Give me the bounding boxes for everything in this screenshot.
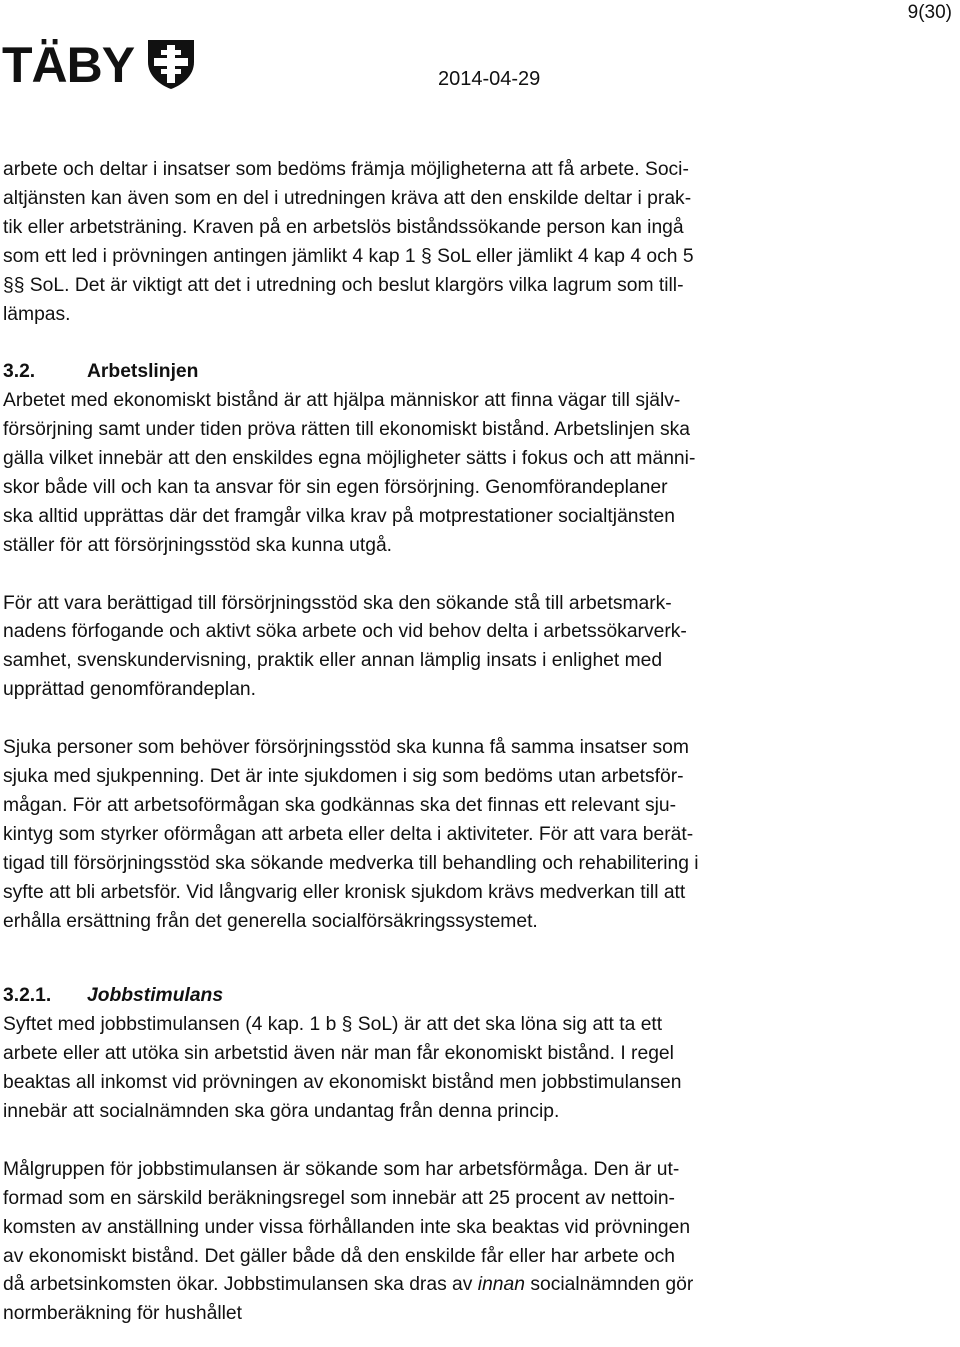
text-line: kintyg som styrker oförmågan att arbeta eller delta i aktiviteter. För att vara berät- <box>3 823 694 845</box>
section-number: 3.2.1. <box>3 985 52 1007</box>
emphasized-word: innan <box>477 1274 525 1296</box>
text-segment: socialnämnden gör <box>524 1274 694 1296</box>
taby-logo <box>2 34 196 95</box>
text-line <box>3 1274 693 1295</box>
text-line: altjänsten kan även som en del i utredningen kräva att den enskilde deltar i prak- <box>3 187 692 209</box>
page-header <box>2 34 952 104</box>
text-line: innebär att socialnämnden ska göra undantag från denna princip. <box>3 1101 560 1123</box>
text-line: arbete och deltar i insatser som bedöms främja möjligheterna att få arbete. Soci- <box>3 159 689 180</box>
paragraph <box>3 1011 803 1127</box>
paragraph <box>3 590 803 706</box>
paragraph <box>3 734 803 936</box>
text-line: skor både vill och kan ta ansvar för sin egen försörjning. Genomförandeplaner <box>3 476 668 498</box>
text-line: tik eller arbetsträning. Kraven på en arbetslös biståndssökande person kan ingå <box>3 216 684 238</box>
section-heading-3-2-1 <box>3 982 803 1011</box>
intro-paragraph <box>3 156 803 329</box>
document-date: 2014-04-29 <box>438 68 541 90</box>
section-title: Jobbstimulans <box>87 985 224 1007</box>
text-line: nadens förfogande och aktivt söka arbete och vid behov delta i arbetssökarverk- <box>3 621 687 643</box>
page-number: 9(30) <box>907 2 952 23</box>
text-line: gälla vilket innebär att den enskildes egna möjligheter sätts i fokus och att männi- <box>3 448 696 470</box>
text-line: ställer för att försörjningsstöd ska kunna utgå. <box>3 534 393 556</box>
text-line: §§ SoL. Det är viktigt att det i utredning och beslut klargörs vilka lagrum som till- <box>3 274 684 296</box>
section-number: 3.2. <box>3 361 36 383</box>
text-line: arbete eller att utöka sin arbetstid även när man får ekonomiskt bistånd. I regel <box>3 1043 674 1065</box>
section-title: Arbetslinjen <box>87 361 199 383</box>
text-line: Målgruppen för jobbstimulansen är sökande som har arbetsförmåga. Den är ut- <box>3 1158 680 1180</box>
text-line: som ett led i prövningen antingen jämlikt 4 kap 1 § SoL eller jämlikt 4 kap 4 och 5 <box>3 245 694 267</box>
text-line: mågan. För att arbetsoförmågan ska godkännas ska det finnas ett relevant sju- <box>3 794 677 816</box>
text-line: komsten av anställning under vissa förhållanden inte ska beaktas vid prövningen <box>3 1216 691 1238</box>
text-line: försörjning samt under tiden pröva rätten till ekonomiskt bistånd. Arbetslinjen ska <box>3 419 690 441</box>
text-line: För att vara berättigad till försörjningsstöd ska den sökande stå till arbetsmark- <box>3 592 672 614</box>
text-line: upprättad genomförandeplan. <box>3 679 256 701</box>
paragraph <box>3 387 803 560</box>
text-line: formad som en särskild beräkningsregel som innebär att 25 procent av nettoin- <box>3 1187 675 1209</box>
text-segment: då arbetsinkomsten ökar. Jobbstimulansen ska dras av <box>3 1274 478 1296</box>
text-line: tigad till försörjningsstöd ska sökande medverka till behandling och rehabilitering i <box>3 852 699 874</box>
text-line: samhet, svenskundervisning, praktik eller annan lämplig insats i enlighet med <box>3 650 663 672</box>
text-line: beaktas all inkomst vid prövningen av ekonomiskt bistånd men jobbstimulansen <box>3 1072 682 1094</box>
text-line: normberäkning för hushållet <box>3 1303 243 1325</box>
document-body <box>3 156 803 1329</box>
text-line: Syftet med jobbstimulansen (4 kap. 1 b § SoL) är att det ska löna sig att ta ett <box>3 1014 663 1036</box>
text-line: Sjuka personer som behöver försörjningsstöd ska kunna få samma insatser som <box>3 737 689 759</box>
section-heading-3-2 <box>3 358 803 387</box>
logo-wordmark: TÄBY <box>2 36 135 93</box>
paragraph <box>3 1156 803 1329</box>
text-line: sjuka med sjukpenning. Det är inte sjukdomen i sig som bedöms utan arbetsför- <box>3 765 684 787</box>
text-line: av ekonomiskt bistånd. Det gäller både då den enskilde får eller har arbete och <box>3 1245 676 1267</box>
text-line: Arbetet med ekonomiskt bistånd är att hjälpa människor att finna vägar till själv- <box>3 390 681 412</box>
text-line: erhålla ersättning från det generella socialförsäkringssystemet. <box>3 910 538 932</box>
text-line: ska alltid upprättas där det framgår vilka krav på motprestationer socialtjänsten <box>3 505 675 527</box>
text-line: syfte att bli arbetsför. Vid långvarig eller kronisk sjukdom krävs medverkan till att <box>3 881 686 903</box>
text-line: lämpas. <box>3 303 71 325</box>
shield-cross-icon <box>146 38 196 95</box>
